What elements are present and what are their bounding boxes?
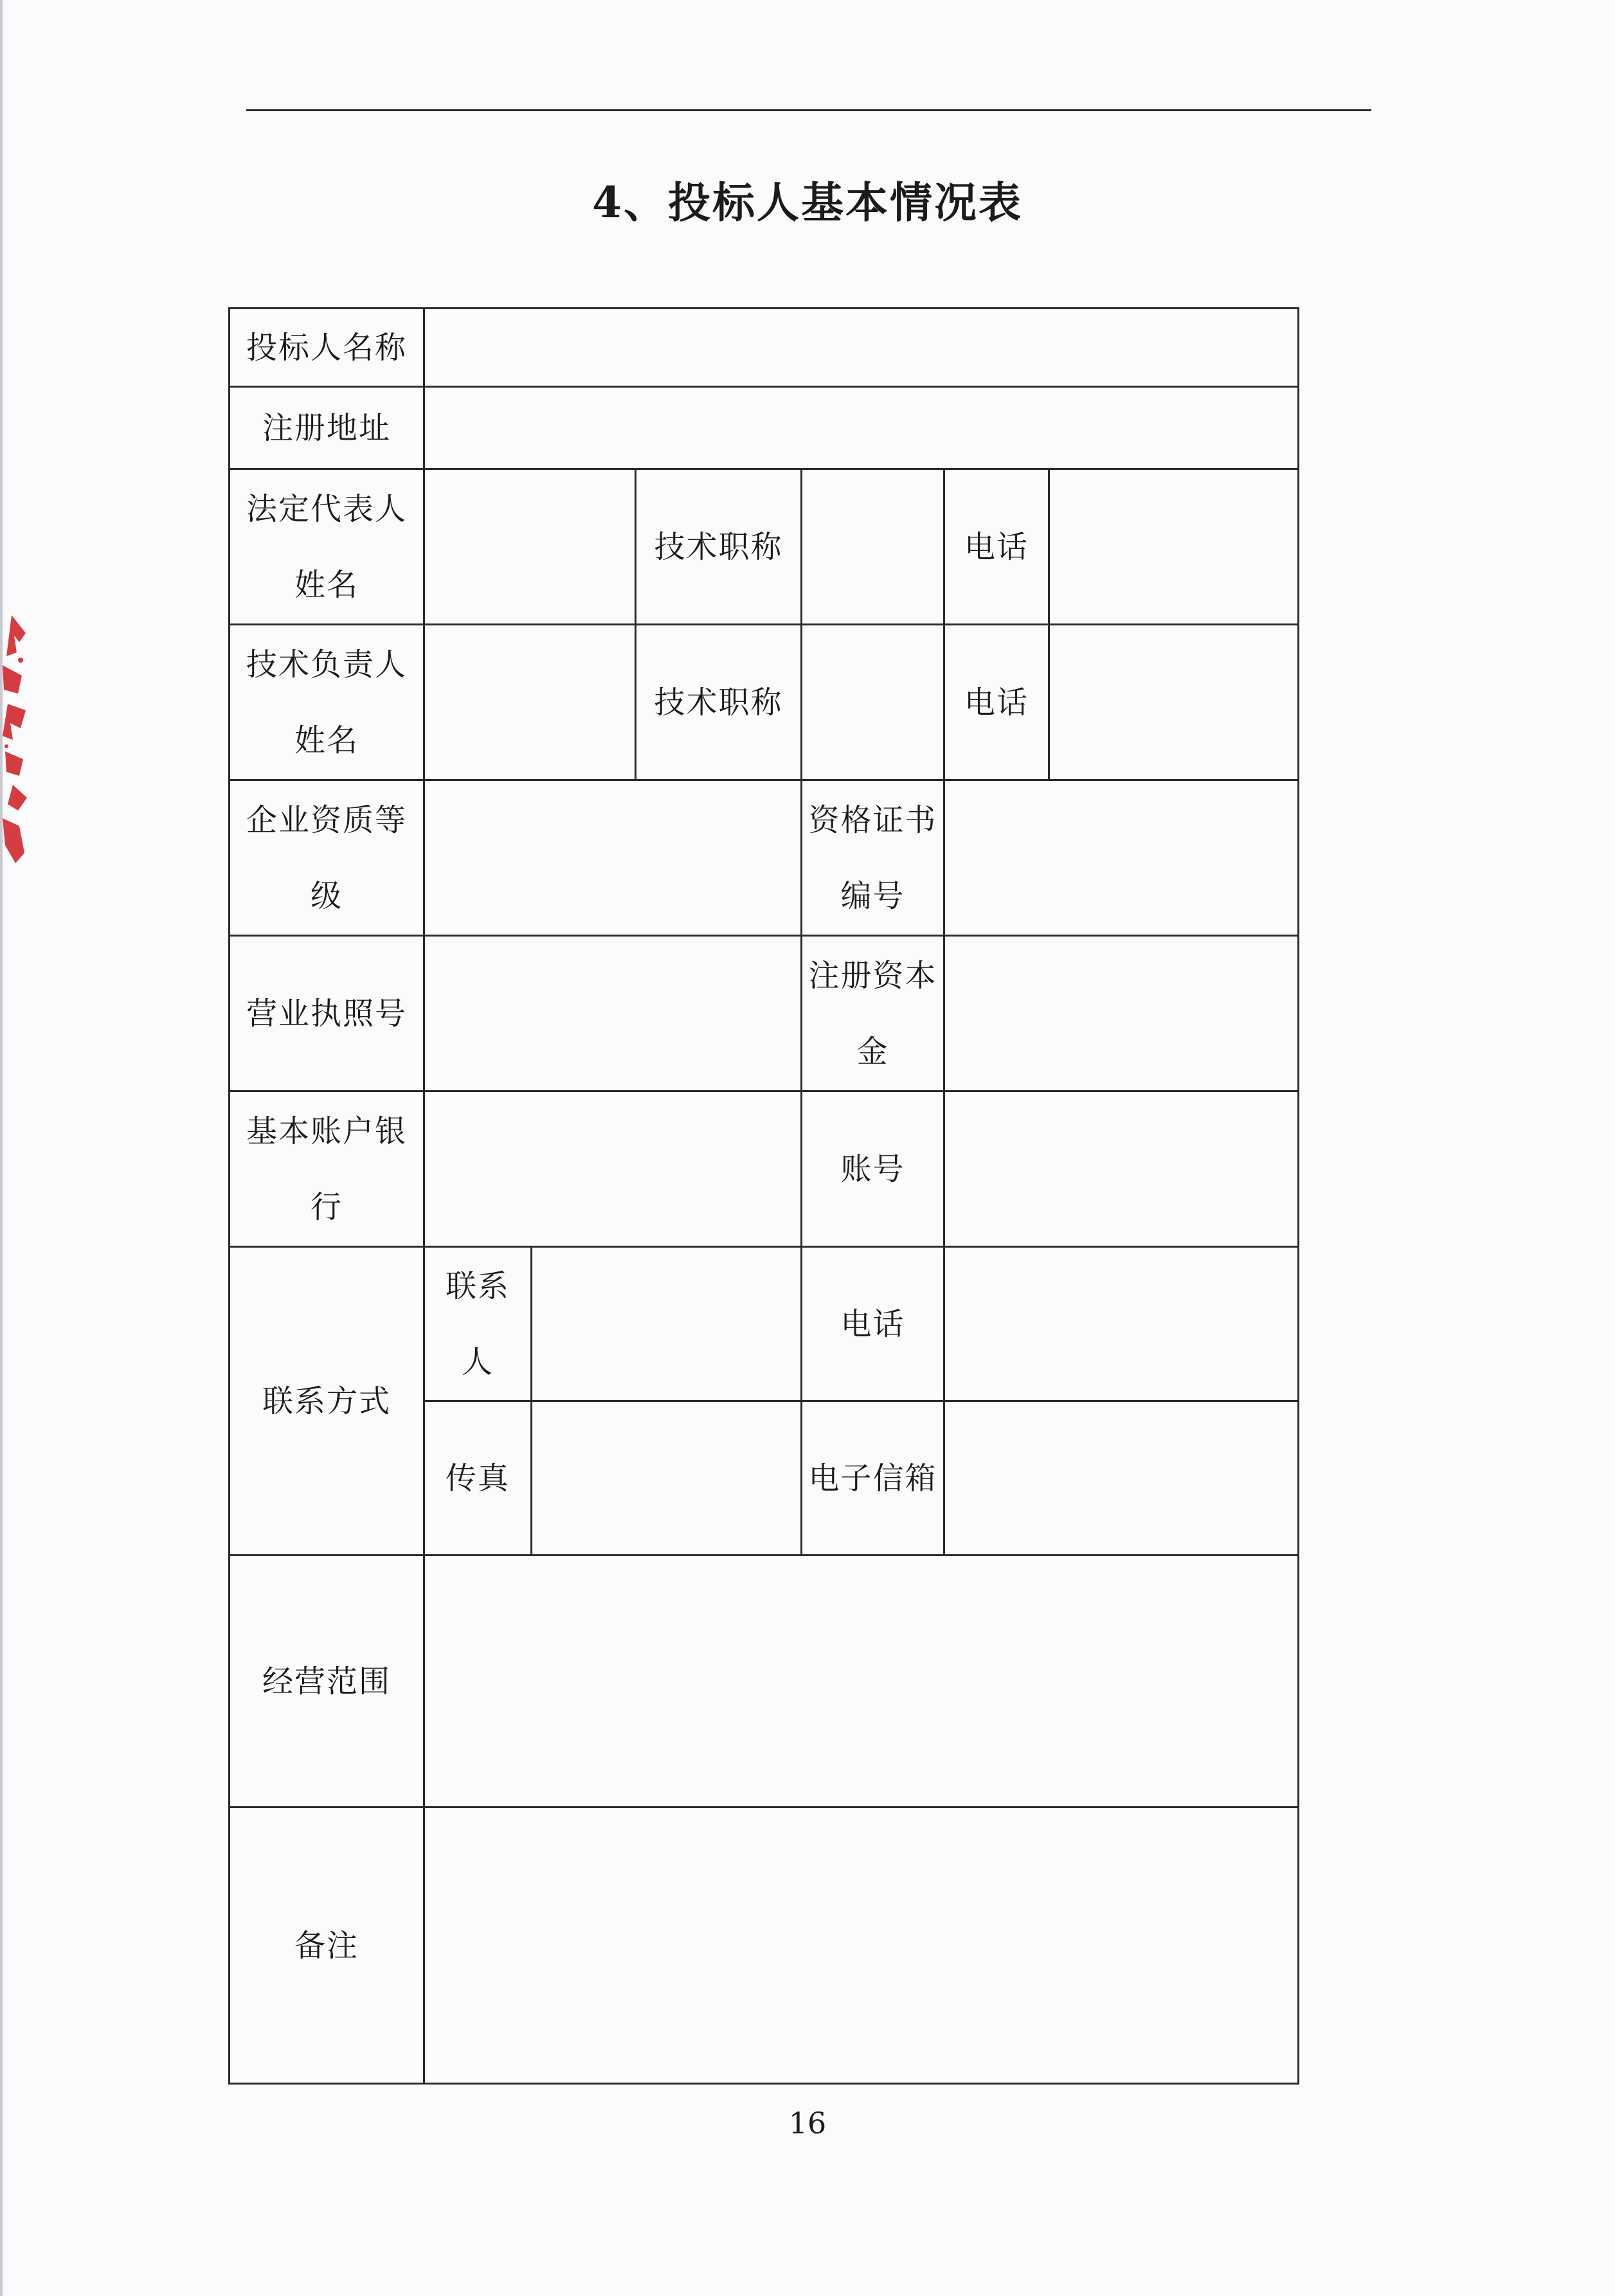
tech-lead-title-label: 技术职称	[636, 625, 802, 780]
bank-field[interactable]	[424, 1091, 802, 1247]
contact-phone-field[interactable]	[944, 1247, 1299, 1401]
header-rule	[246, 109, 1371, 111]
qualification-grade-field[interactable]	[424, 780, 802, 936]
legal-rep-title-label: 技术职称	[636, 469, 802, 625]
fax-label: 传真	[424, 1401, 532, 1556]
contact-phone-label: 电话	[802, 1247, 944, 1401]
page-number: 16	[788, 2106, 827, 2140]
bank-label: 基本账户银行	[230, 1091, 424, 1247]
table-row	[230, 469, 1299, 625]
page-edge	[0, 0, 3, 2296]
legal-rep-title-field[interactable]	[802, 469, 944, 625]
bidder-name-field[interactable]	[424, 309, 1299, 387]
remarks-label: 备注	[230, 1807, 424, 2084]
legal-rep-phone-label: 电话	[944, 469, 1049, 625]
registered-address-field[interactable]	[424, 387, 1299, 469]
table-row	[230, 1556, 1299, 1807]
fax-field[interactable]	[532, 1401, 802, 1556]
table-row	[230, 936, 1299, 1091]
table-row	[230, 309, 1299, 387]
certificate-number-label: 资格证书编号	[802, 780, 944, 936]
business-license-label: 营业执照号	[230, 936, 424, 1091]
business-license-field[interactable]	[424, 936, 802, 1091]
email-field[interactable]	[944, 1401, 1299, 1556]
account-number-label: 账号	[802, 1091, 944, 1247]
table-row	[230, 1807, 1299, 2084]
tech-lead-phone-field[interactable]	[1049, 625, 1299, 780]
contact-person-field[interactable]	[532, 1247, 802, 1401]
legal-rep-name-label: 法定代表人姓名	[230, 469, 424, 625]
registered-capital-field[interactable]	[944, 936, 1299, 1091]
account-number-field[interactable]	[944, 1091, 1299, 1247]
table-row	[230, 1247, 1299, 1401]
email-label: 电子信箱	[802, 1401, 944, 1556]
page-title: 4、投标人基本情况表	[592, 177, 1023, 228]
registered-capital-label: 注册资本金	[802, 936, 944, 1091]
certificate-number-field[interactable]	[944, 780, 1299, 936]
registered-address-label: 注册地址	[230, 387, 424, 469]
table-row	[230, 625, 1299, 780]
tech-lead-phone-label: 电话	[944, 625, 1049, 780]
legal-rep-name-field[interactable]	[424, 469, 636, 625]
tech-lead-name-field[interactable]	[424, 625, 636, 780]
business-scope-field[interactable]	[424, 1556, 1299, 1807]
tech-lead-title-field[interactable]	[802, 625, 944, 780]
table-row	[230, 1091, 1299, 1247]
table-row	[230, 780, 1299, 936]
bidder-name-label: 投标人名称	[230, 309, 424, 387]
remarks-field[interactable]	[424, 1807, 1299, 2084]
bidder-info-table	[228, 307, 1299, 2085]
contact-person-label: 联系人	[424, 1247, 532, 1401]
red-seal-fragment	[0, 614, 28, 865]
qualification-grade-label: 企业资质等级	[230, 780, 424, 936]
business-scope-label: 经营范围	[230, 1556, 424, 1807]
legal-rep-phone-field[interactable]	[1049, 469, 1299, 625]
tech-lead-name-label: 技术负责人姓名	[230, 625, 424, 780]
table-row	[230, 387, 1299, 469]
contact-method-label: 联系方式	[230, 1247, 424, 1556]
